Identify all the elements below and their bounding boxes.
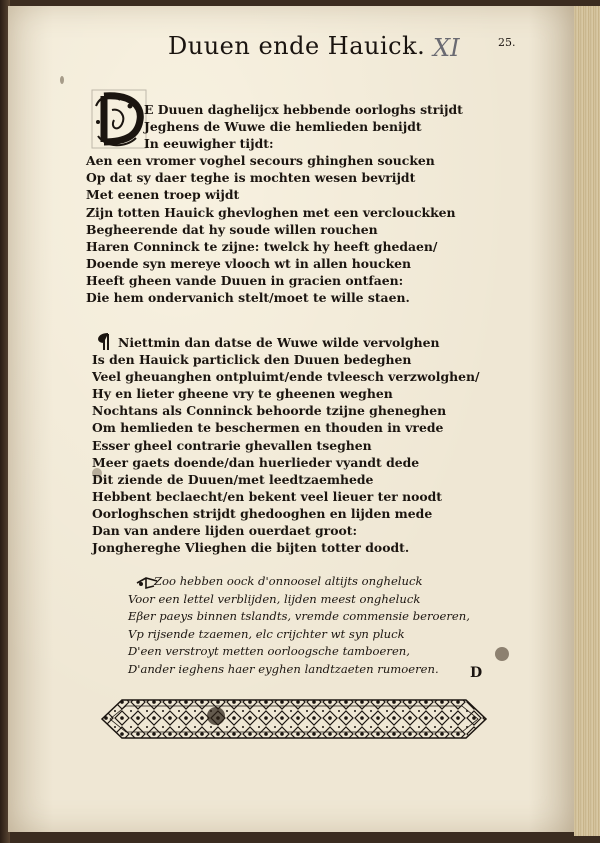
stanza-1 bbox=[86, 101, 463, 306]
foxing-spot bbox=[495, 647, 509, 661]
stanza-3 bbox=[128, 573, 470, 679]
verse-line: Zijn totten Hauick ghevloghen met een verclouckken bbox=[86, 204, 456, 220]
verse-line: Haren Conninck te zijne: twelck hy heeft ghedaen/ bbox=[86, 238, 438, 254]
verse-line: Hebbent beclaecht/en bekent veel lieuer ter noodt bbox=[92, 488, 443, 504]
verse-line: Dan van andere lijden ouerdaet groot: bbox=[92, 523, 358, 539]
verse-line: E Duuen daghelijcx hebbende oorloghs strijdt bbox=[144, 102, 463, 117]
running-title: Duuen ende Hauick. bbox=[168, 32, 426, 60]
verse-line: Jonghereghe Vlieghen die bijten totter doodt. bbox=[92, 540, 410, 556]
verse-line: Vp rijsende tzaemen, elc crijchter wt syn pluck bbox=[128, 626, 405, 641]
verse-line: Voor een lettel verblijden, lijden meest ongheluck bbox=[128, 591, 421, 606]
verse-line: Op dat sy daer teghe is mochten wesen bevrijdt bbox=[86, 170, 416, 186]
verse-line: Eβer paeys binnen tslandts, vremde commensie beroeren, bbox=[128, 609, 470, 624]
ornamental-border-icon bbox=[98, 694, 490, 744]
verse-line: Dit ziende de Duuen/met leedtzaemhede bbox=[92, 471, 374, 487]
verse-line: Esser gheel contrarie ghevallen tseghen bbox=[92, 437, 372, 453]
verse-line: Met eenen troep wijdt bbox=[86, 187, 240, 203]
verse-line: Om hemlieden te beschermen en thouden in vrede bbox=[92, 420, 444, 436]
folio-number: 25. bbox=[498, 36, 516, 49]
verse-line: In eeuwigher tijdt: bbox=[144, 136, 274, 152]
verse-line: Doende syn mereye vlooch wt in allen houcken bbox=[86, 255, 412, 271]
verse-line: Meer gaets doende/dan huerlieder vyandt dede bbox=[92, 454, 420, 470]
verse-line: Hy en lieter gheene vry te gheenen weghen bbox=[92, 386, 393, 402]
book-page-edges bbox=[574, 6, 600, 836]
catchword: D bbox=[470, 665, 483, 681]
verse-line: Begheerende dat hy soude willen rouchen bbox=[86, 221, 378, 237]
foxing-spot bbox=[60, 76, 64, 84]
verse-line: Is den Hauick particlick den Duuen bedeghen bbox=[92, 352, 412, 368]
verse-line: Heeft gheen vande Duuen in gracien ontfaen: bbox=[86, 272, 404, 288]
book-page bbox=[8, 6, 574, 832]
verse-line: Die hem ondervanich stelt/moet te wille staen. bbox=[86, 290, 410, 306]
page-header bbox=[8, 28, 574, 68]
stanza-2 bbox=[92, 334, 480, 556]
verse-line: Jeghens de Wuwe die hemlieden benijdt bbox=[144, 119, 422, 135]
verse-line: D'ander ieghens haer eyghen landtzaeten rumoeren. bbox=[128, 661, 439, 676]
verse-line: Zoo hebben oock d'onnoosel altijts ongheluck bbox=[154, 574, 423, 588]
verse-line: Niettmin dan datse de Wuwe wilde vervolghen bbox=[118, 335, 440, 350]
verse-line: Nochtans als Conninck behoorde tzijne gheneghen bbox=[92, 403, 447, 419]
verse-line: Aen een vromer voghel secours ghinghen soucken bbox=[86, 153, 435, 169]
verse-line: Oorloghschen strijdt ghedooghen en lijden mede bbox=[92, 505, 433, 521]
manuscript-annotation: XI bbox=[433, 34, 460, 62]
verse-line: D'een verstroyt metten oorloogsche tamboeren, bbox=[128, 644, 410, 659]
verse-line: Veel gheuanghen ontpluimt/ende tvleesch verzwolghen/ bbox=[92, 369, 480, 385]
